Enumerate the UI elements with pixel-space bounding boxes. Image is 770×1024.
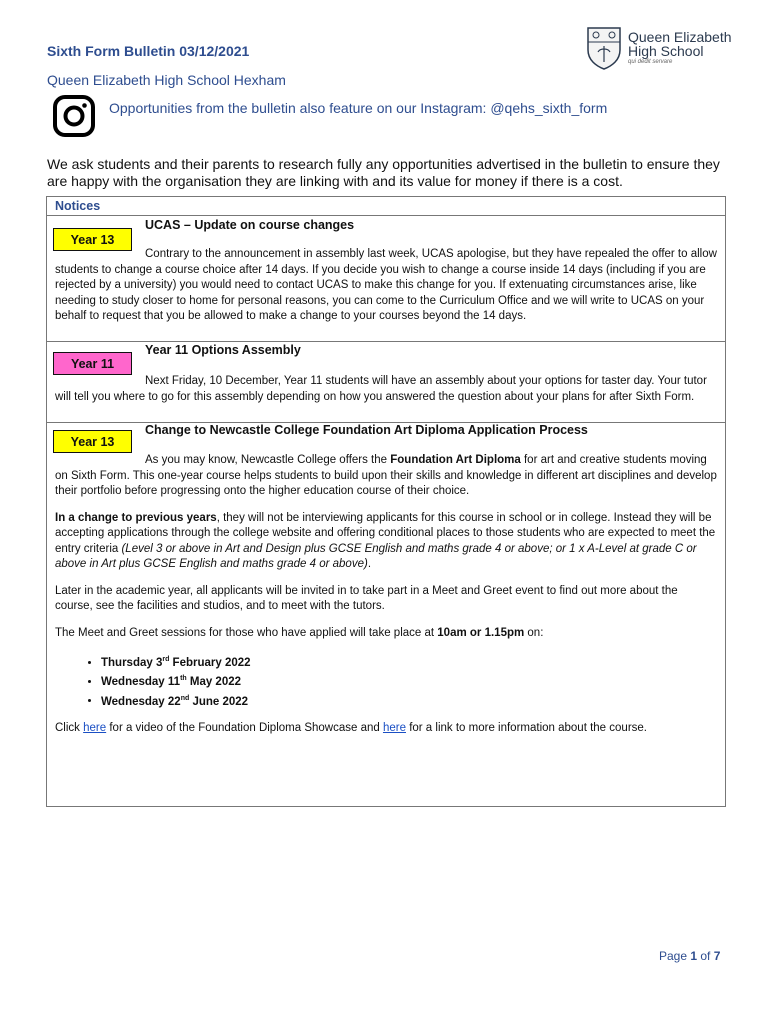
notice-newcastle-college — [47, 423, 725, 805]
notice-body: Next Friday, 10 December, Year 11 students will have an assembly about your options for taster day. Your tutor will tell you where to go for this assembly depending on how you answered the question about your plans for after Sixth Form. — [55, 375, 707, 403]
list-item: • Wednesday 22nd June 2022 — [101, 691, 717, 710]
logo-line-2: High School — [628, 43, 704, 59]
notice-year11 — [47, 342, 725, 423]
notice-title: UCAS – Update on course changes — [145, 218, 355, 232]
page-number: Page 1 of 7 — [659, 949, 721, 963]
school-logo — [572, 18, 752, 78]
showcase-video-link[interactable]: here — [83, 721, 107, 734]
list-item: • Thursday 3rd February 2022 — [101, 652, 717, 671]
more-info-link[interactable]: here — [382, 721, 406, 734]
notices-heading: Notices — [55, 199, 101, 213]
notice-title: Change to Newcastle College Foundation Art Diploma Application Process — [145, 423, 588, 437]
paragraph-meet-greet: Later in the academic year, all applicants will be invited in to take part in a Meet and Greet event to find out more about the course, see the facilities and studios, and to meet with the tutors. — [55, 584, 678, 612]
session-dates-list — [55, 652, 717, 710]
paragraph-change: In a change to previous years, they will not be interviewing applicants for this course in school or in college. Instead they will be accepting applications through the college website and offering conditional places to those students who are expected to meet the entry criteria (Level 3 or above in Art and Design plus GCSE English and maths grade 4 or above; or 1 x A-Level at grade C or above in Art plus GCSE English and maths grade 4 or above). — [55, 511, 716, 570]
instagram-icon[interactable] — [53, 95, 95, 137]
logo-line-1: Queen Elizabeth — [628, 29, 732, 45]
intro-paragraph: We ask students and their parents to research fully any opportunities advertised in the bulletin to ensure they are happy with the organisation they are linking with and its value for money if there is a cost. — [47, 156, 720, 189]
notices-header — [47, 197, 725, 216]
notice-body — [55, 453, 717, 747]
list-item: • Wednesday 11th May 2022 — [101, 671, 717, 690]
school-crest-icon — [586, 26, 622, 70]
year-badge: Year 13 — [53, 430, 132, 453]
bulletin-title: Sixth Form Bulletin 03/12/2021 — [47, 43, 250, 59]
notice-title: Year 11 Options Assembly — [145, 343, 301, 357]
year-badge: Year 13 — [53, 228, 132, 251]
paragraph-links: Click here for a video of the Foundation Diploma Showcase and here for a link to more information about the course. — [55, 721, 647, 734]
school-name: Queen Elizabeth High School Hexham — [47, 72, 286, 88]
paragraph-sessions: The Meet and Greet sessions for those who have applied will take place at 10am or 1.15pm on: — [55, 626, 544, 639]
notice-ucas — [47, 216, 725, 342]
notice-body: Contrary to the announcement in assembly last week, UCAS apologise, but they have repealed the offer to allow students to change a course choice after 14 days. If you decide you wish to change a course inside 14 days (including if you are rejected by a university) you would need to contact UCAS to make this change for you. If extenuating circumstances arise, like needing to study closer to home for personal reasons, you can come to the Curriculum Office and we will write to UCAS on your behalf to request that you be allowed to make a change to your courses beyond the 14 days. — [55, 248, 717, 322]
instagram-promo-text: Opportunities from the bulletin also feature on our Instagram: @qehs_sixth_form — [109, 100, 608, 116]
year-badge: Year 11 — [53, 352, 132, 375]
paragraph-intro: As you may know, Newcastle College offers the Foundation Art Diploma for art and creative students moving on Sixth Form. This one-year course helps students to build upon their skills and knowledge in different art disciplines and develop their portfolio before progressing onto the higher education course of their choice. — [55, 454, 717, 497]
logo-motto: qui dedit servare — [628, 59, 673, 65]
notices-table — [46, 196, 726, 807]
